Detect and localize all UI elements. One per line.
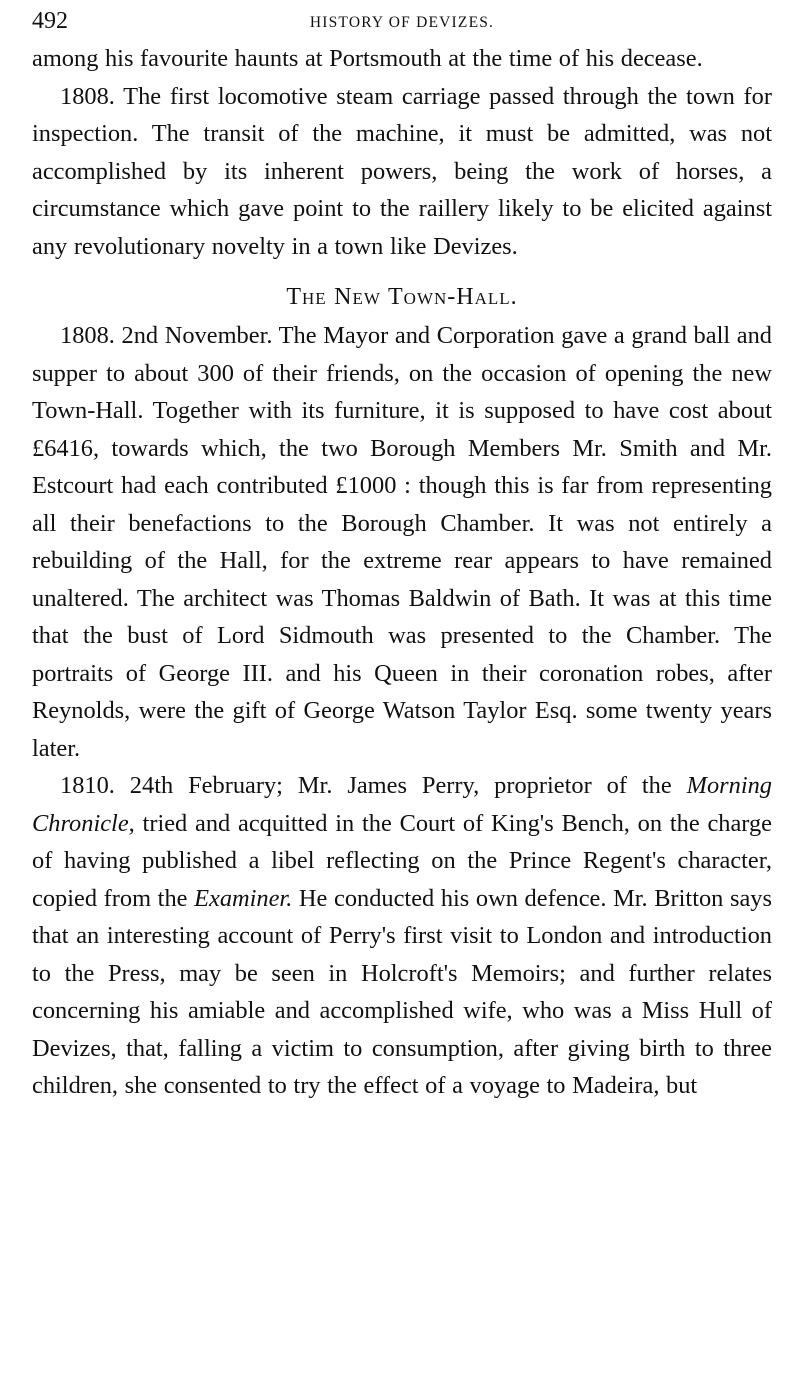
paragraph-1808-locomotive: 1808. The first locomotive steam carriage passed through the town for inspection. The transit of the machine, it must be admitted, was not accomplished by its inherent powers, being the work of horses, a circumstance which gave point to the raillery likely to be elicited against any revolutionary novelty in a town like Devizes. [32,82,772,260]
page-number: 492 [32,8,68,34]
section-heading: The New Town-Hall. [286,284,518,310]
perry-text-a: 1810. 24th February; Mr. James Perry, proprietor of the [60,772,687,799]
running-title: HISTORY OF DEVIZES. [309,14,495,31]
paragraph-continued: among his favourite haunts at Portsmouth at the time of his decease. [32,45,703,72]
page-header [32,6,772,40]
paragraph-1808-town-hall: 1808. 2nd November. The Mayor and Corporation gave a grand ball and supper to about 300 of their friends, on the occasion of opening the new Town-Hall. Together with its furniture, it is supposed to have cost about £6416, towards which, the two Borough Members Mr. Smith and Mr. Estcourt had each contributed £1000 : though this is far from representing all their benefactions to the Borough Chamber. It was not entirely a rebuilding of the Hall, for the extreme rear appears to have remained unaltered. The architect was Thomas Baldwin of Bath. It was at this time that the bust of Lord Sidmouth was presented to the Chamber. The portraits of George III. and his Queen in their coronation robes, after Reynolds, were the gift of George Watson Taylor Esq. some twenty years later. [32,322,772,762]
perry-text-c: He conducted his own defence. Mr. Britton says that an interesting account of Perry's first visit to London and introduction to the Press, may be seen in Holcroft's Memoirs; and further relates concerning his amiable and accomplished wife, who was a Miss Hull of Devizes, that, falling a victim to consumption, after giving birth to three children, she consented to try the effect of a voyage to Madeira, but [32,884,772,1099]
body-text [32,40,772,1105]
examiner-title: Examiner. [194,884,293,912]
morning-chronicle-title: Morning Chronicle, [32,772,772,837]
paragraph-1810-perry [32,767,772,1105]
perry-text-b: tried and acquitted in the Court of King's Bench, on the charge of having published a libel reflecting on the Prince Regent's character, copied from the [32,809,772,912]
book-page [32,6,772,1105]
